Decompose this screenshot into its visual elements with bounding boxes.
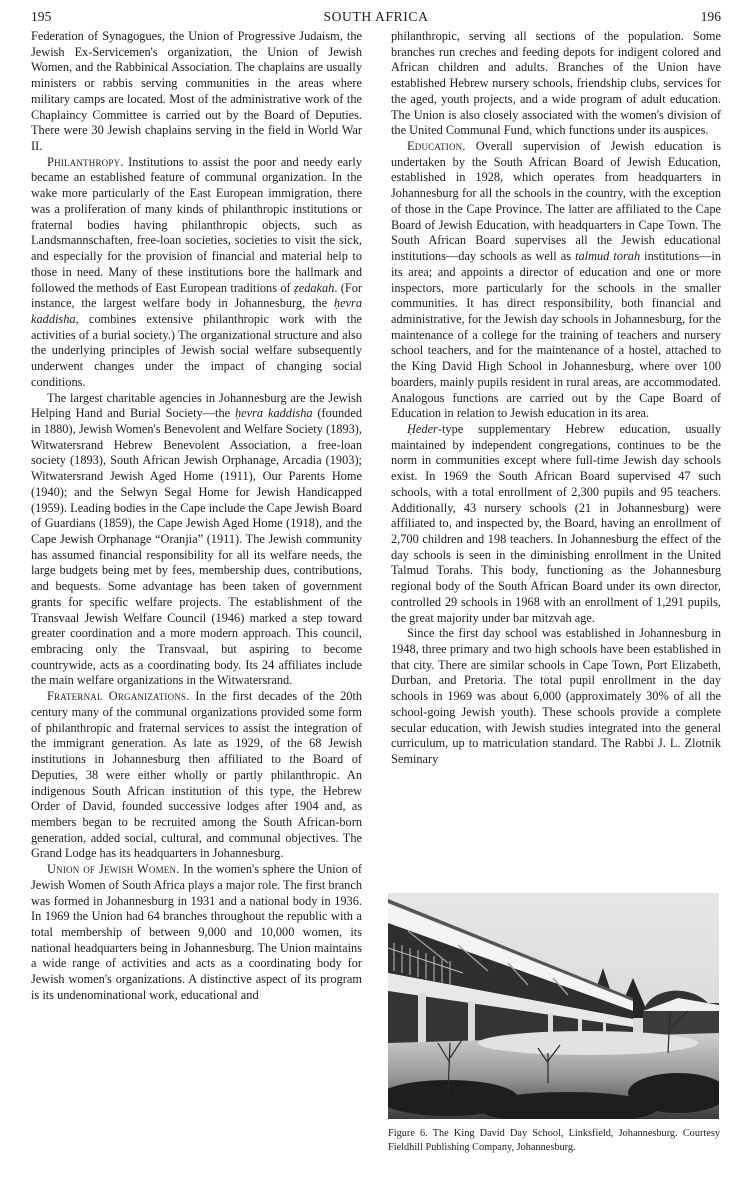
- paragraph-union-continued: philanthropic, serving all sections of the population. Some branches run creches and feeding depots for indigent colored and African children and adults. Branches of the Union have established Hebrew nursery schools, friendship clubs, services for the aged, youth projects, and a wide program of adult education. The Union is also closely associated with the women's division of the United Communal Fund, which functions under its auspices.: [391, 29, 721, 138]
- right-column: [391, 29, 721, 768]
- term-hevra-kaddisha: ḥevra kaddisha: [235, 406, 313, 421]
- school-photo: [388, 893, 719, 1119]
- page-number-right: 196: [700, 9, 721, 24]
- section-heading-philanthropy: Philanthropy.: [47, 154, 124, 169]
- school-building-image: [388, 893, 719, 1119]
- paragraph-chaplaincy: Federation of Synagogues, the Union of Progressive Judaism, the Jewish Ex-Servicemen's organization, the Union of Jewish Women, and the Rabbinical Association. The chaplains are usually ministers or rabbis serving communities in the areas where military camps are located. Most of the administrative work of the Chaplaincy Committee is carried out by the Board of Deputies. There were 30 Jewish chaplains serving in the field in World War II.: [31, 29, 362, 154]
- paragraph-charitable-agencies: The largest charitable agencies in Johannesburg are the Jewish Helping Hand and Burial Society—the ḥevra kaddisha (founded in 1880), Jewish Women's Benevolent and Welfare Society (1893), Witwatersrand Hebrew Benevolent Association, a free-loan society (1893), South African Jewish Orphanage, Arcadia (1903); Witwatersrand Jewish Aged Home (1911), Our Parents Home (1940); and the Selwyn Segal Home for Jewish Handicapped (1959). Leading bodies in the Cape include the Cape Jewish Board of Guardians (1859), the Cape Jewish Aged Home (1918), and the Cape Jewish Orphanage “Oranjia” (1911). The Jewish community has assumed financial responsibility for all its welfare needs, the large budgets being met by fees, membership dues, contributions, and bequests. Some advantage has been taken of government grants for specific welfare projects. The establishment of the Transvaal Jewish Welfare Council (1946) marked a step toward greater coordination and a more modern approach. This council, embracing only the Transvaal, but aspiring to become countrywide, acts as a coordinating body. Its 24 affiliates include the main welfare organizations in the Witwatersrand.: [31, 390, 362, 688]
- term-zedakah: ẓedakah: [293, 280, 335, 295]
- section-heading-education: Education.: [407, 139, 466, 154]
- figure-6: [388, 893, 720, 1155]
- paragraph-philanthropy: Philanthropy. Institutions to assist the poor and needy early became an established feature of communal organization. In the wake more particularly of the East European immigration, there was a proliferation of many kinds of philanthropic institutions or fraternal bodies having philanthropic objects, such as Landsmannschaften, free-loan societies, societies to visit the sick, and especially for the provision of financial and material help to those in need. Many of these institutions bore the hallmark and followed the methods of East European traditions of ẓedakah. (For instance, the largest welfare body in Johannesburg, the ḥevra kaddisha, combines extensive philanthropic work with the activities of a burial society.) The organizational structure and also the underlying principles of Jewish social welfare subsequently underwent changes under the impact of changing social conditions.: [31, 154, 362, 389]
- left-column: [31, 29, 362, 1004]
- page-header: [31, 6, 721, 28]
- term-talmud-torah: talmud torah: [575, 249, 641, 264]
- section-heading-union-women: Union of Jewish Women.: [47, 862, 180, 877]
- term-hevra-kaddisha: ḥevra kaddisha: [31, 296, 362, 326]
- paragraph-day-schools: Since the first day school was established in Johannesburg in 1948, three primary and two high schools have been established in that city. There are similar schools in Cape Town, Port Elizabeth, Durban, and Pretoria. The total pupil enrollment in the day schools in 1969 was about 6,000 (approximately 30% of all the school-going Jewish youth). These schools provide a complete secular education, with Jewish studies integrated into the general curriculum, up to matriculation standard. The Rabbi J. L. Zlotnik Seminary: [391, 626, 721, 767]
- paragraph-fraternal-organizations: Fraternal Organizations. In the first decades of the 20th century many of the communal organizations provided some form of philanthropic and fraternal services to assist the integration of the immigrant generation. As late as 1929, of the 68 Jewish institutions in Johannesburg then affiliated to the Board of Deputies, 38 were either wholly or partly philanthropic. An indigenous South African institution of this type, the Hebrew Order of David, founded successive lodges after 1904 and, as members began to be recruited among the South African-born generation, added social, cultural, and communal objectives. The Grand Lodge has its headquarters in Johannesburg.: [31, 689, 363, 861]
- paragraph-heder: Ḥeder-type supplementary Hebrew education, usually maintained by independent congregations, continues to be the norm in communities except where full-time Jewish day schools exist. In 1969 the South African Board supervised 47 such schools, with a total enrollment of 2,300 pupils and 95 teachers. Additionally, 43 nursery schools (21 in Johannesburg) were affiliated to, and inspected by, the Board, having an enrollment of 2,700 children and 198 teachers. In Johannesburg the effect of the day schools is seen in the diminishing enrollment in the United Talmud Torahs. This body, functioning as the Johannesburg regional body of the South African Board under its own director, controlled 29 schools in 1968 with an enrollment of 1,291 pupils, the great majority under bar mitzvah age.: [391, 421, 721, 625]
- section-heading-fraternal: Fraternal Organizations.: [47, 689, 190, 704]
- figure-caption: Figure 6. The King David Day School, Linksfield, Johannesburg. Courtesy Fieldhill Publishing Company, Johannesburg.: [388, 1128, 720, 1153]
- term-heder: Ḥeder: [407, 421, 438, 436]
- paragraph-union-jewish-women: Union of Jewish Women. In the women's sphere the Union of Jewish Women of South Africa plays a major role. The first branch was formed in Johannesburg in 1931 and a national body in 1936. In 1969 the Union had 64 branches throughout the republic with a total membership of between 9,000 and 10,000 women, its national headquarters being in Johannesburg. The Union maintains a wide range of activities and acts as a coordinating body for Jewish women's organizations. A distinctive aspect of its program is its undenominational work, educational and: [31, 862, 362, 1002]
- paragraph-education: Education. Overall supervision of Jewish education is undertaken by the South African Board of Jewish Education, established in 1928, which operates from headquarters in Johannesburg for all the schools in the country, with the exception of those in the Cape Province. The latter are affiliated to the Cape Board of Jewish Education, with headquarters in Cape Town. The South African Board supervises all the Jewish educational institutions—day schools as well as talmud torah institutions—in its area; and appoints a director of education and one or more inspectors, more particularly for the schools in the smaller communities. It has direct responsibility, both financial and administrative, for the Jewish day schools in Johannesburg, for the maintenance of a college for the training of teachers and nursery school teachers, and for the maintenance of a hostel, attached to the King David High School in Johannesburg, where over 100 boarders, mainly pupils resident in rural areas, are accommodated. Analogous functions are carried out by the Cape Board of Education in relation to Jewish education in its area.: [391, 139, 721, 421]
- page-number-left: 195: [31, 9, 52, 24]
- running-title: SOUTH AFRICA: [323, 9, 429, 24]
